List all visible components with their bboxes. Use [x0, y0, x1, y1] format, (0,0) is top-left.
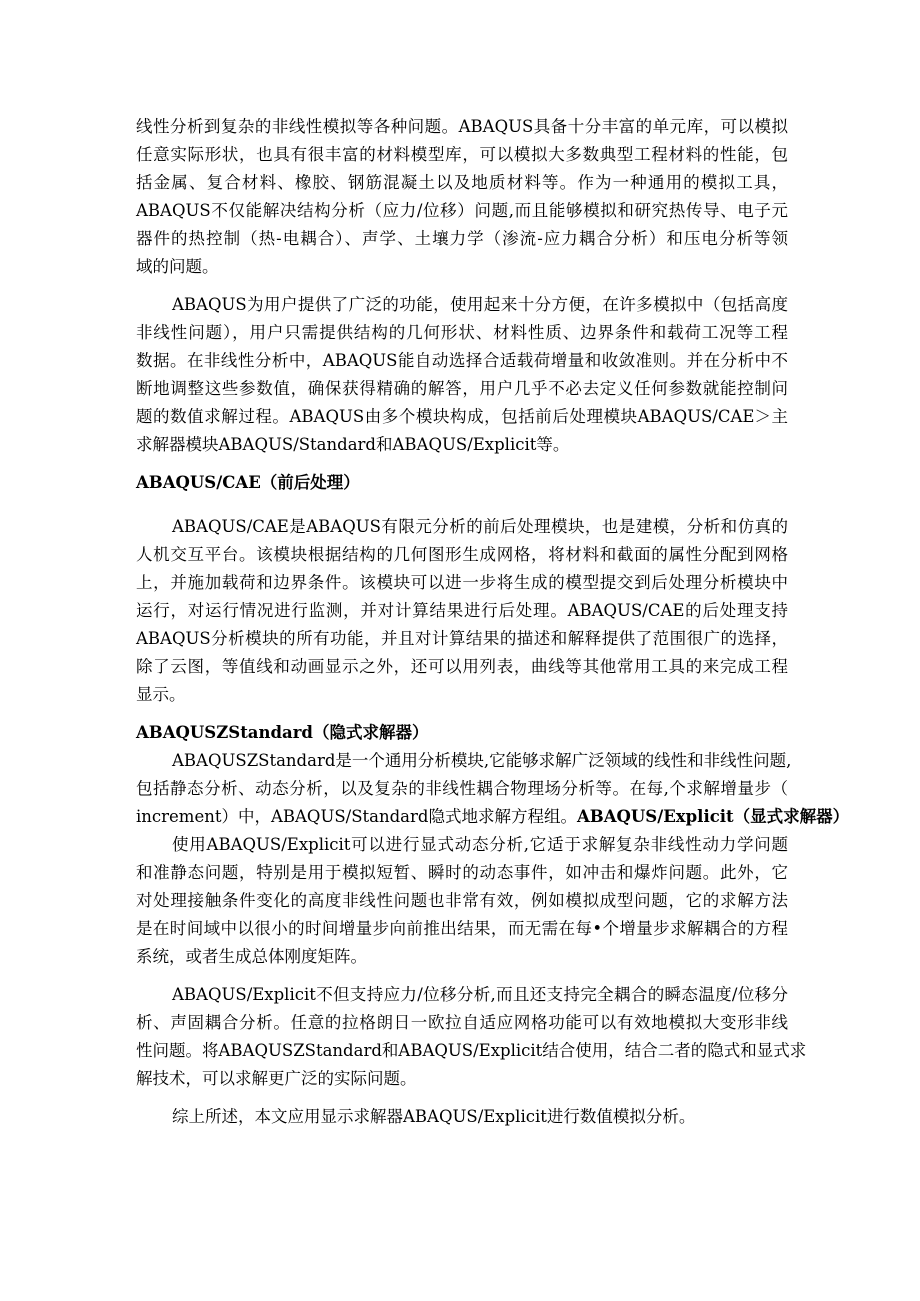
text-run: increment）中，ABAQUS/Standard隐式地求解方程组。 [136, 807, 577, 826]
text-line: 线性分析到复杂的非线性模拟等各种问题。ABAQUS具备十分丰富的单元库，可以模拟 [136, 117, 788, 136]
heading-explicit: ABAQUS/Explicit（显式求解器） [576, 807, 850, 826]
text-line: ABAQUS分析模块的所有功能，并且对计算结果的描述和解释提供了范围很广的选择， [136, 629, 788, 648]
text-line: 综上所述，本文应用显示求解器ABAQUS/Explicit进行数值模拟分析。 [172, 1107, 696, 1126]
paragraph-combined [136, 981, 807, 1093]
text-line: 任意实际形状，也具有很丰富的材料模型库，可以模拟大多数典型工程材料的性能，包 [136, 145, 788, 164]
text-line: 显示。 [136, 685, 186, 704]
text-line: 包括静态分析、动态分析，以及复杂的非线性耦合物理场分析等。在每,个求解增量步（ [136, 779, 788, 798]
text-line-mixed [136, 803, 850, 831]
text-line: 运行，对运行情况进行监测，并对计算结果进行后处理。ABAQUS/CAE的后处理支持 [136, 601, 788, 620]
text-line: 数据。在非线性分析中，ABAQUS能自动选择合适载荷增量和收敛准则。并在分析中不 [136, 351, 788, 370]
text-line: 括金属、复合材料、橡胶、钢筋混凝土以及地质材料等。作为一种通用的模拟工具， [136, 173, 788, 192]
text-line: ABAQUS/Explicit不但支持应力/位移分析,而且还支持完全耦合的瞬态温度/位移分 [172, 985, 788, 1004]
text-line: 断地调整这些参数值，确保获得精确的解答，用户几乎不必去定义任何参数就能控制问 [136, 379, 788, 398]
text-line: 上，并施加载荷和边界条件。该模块可以进一步将生成的模型提交到后处理分析模块中 [136, 573, 788, 592]
heading-standard: ABAQUSZStandard（隐式求解器） [136, 723, 429, 742]
paragraph-explicit [136, 831, 788, 971]
text-line: 域的问题。 [136, 257, 219, 276]
text-line: 人机交互平台。该模块根据结构的几何图形生成网格，将材料和截面的属性分配到网格 [136, 545, 788, 564]
text-line: ABAQUSZStandard是一个通用分析模块,它能够求解广泛领域的线性和非线性问题, [172, 751, 792, 770]
text-line: 求解器模块ABAQUS/Standard和ABAQUS/Explicit等。 [136, 435, 570, 454]
text-line: 对处理接触条件变化的高度非线性问题也非常有效，例如模拟成型问题，它的求解方法 [136, 891, 788, 910]
text-line: 器件的热控制（热-电耦合）、声学、土壤力学（渗流-应力耦合分析）和压电分析等领 [136, 229, 788, 248]
text-line: 和准静态问题，特别是用于模拟短暂、瞬时的动态事件，如冲击和爆炸问题。此外，它 [136, 863, 788, 882]
text-line: 使用ABAQUS/Explicit可以进行显式动态分析,它适于求解复杂非线性动力学问题 [172, 835, 788, 854]
heading-cae: ABAQUS/CAE（前后处理） [136, 473, 360, 492]
text-line: 解技术，可以求解更广泛的实际问题。 [136, 1069, 417, 1088]
text-line: 析、声固耦合分析。任意的拉格朗日一欧拉自适应网格功能可以有效地模拟大变形非线 [136, 1013, 788, 1032]
text-line: 非线性问题），用户只需提供结构的几何形状、材料性质、边界条件和载荷工况等工程 [136, 323, 788, 342]
paragraph-standard [136, 747, 850, 831]
text-line: 性问题。将ABAQUSZStandard和ABAQUS/Explicit结合使用，结合二者的隐式和显式求 [136, 1041, 807, 1060]
paragraph-intro [136, 113, 788, 281]
document-page [136, 113, 850, 1131]
text-line: ABAQUS为用户提供了广泛的功能，使用起来十分方便，在许多模拟中（包括高度 [172, 295, 788, 314]
paragraph-functions [136, 291, 788, 459]
text-line: 系统，或者生成总体刚度矩阵。 [136, 947, 367, 966]
text-line: ABAQUS不仅能解决结构分析（应力/位移）问题,而且能够模拟和研究热传导、电子元 [136, 201, 788, 220]
text-line: 是在时间域中以很小的时间增量步向前推出结果，而无需在每•个增量步求解耦合的方程 [136, 919, 788, 938]
text-line: 除了云图，等值线和动画显示之外，还可以用列表，曲线等其他常用工具的来完成工程 [136, 657, 788, 676]
paragraph-cae [136, 513, 788, 709]
paragraph-conclusion [136, 1103, 788, 1131]
text-line: 题的数值求解过程。ABAQUS由多个模块构成，包括前后处理模块ABAQUS/CAE＞主 [136, 407, 788, 426]
text-line: ABAQUS/CAE是ABAQUS有限元分析的前后处理模块，也是建模，分析和仿真的 [172, 517, 788, 536]
